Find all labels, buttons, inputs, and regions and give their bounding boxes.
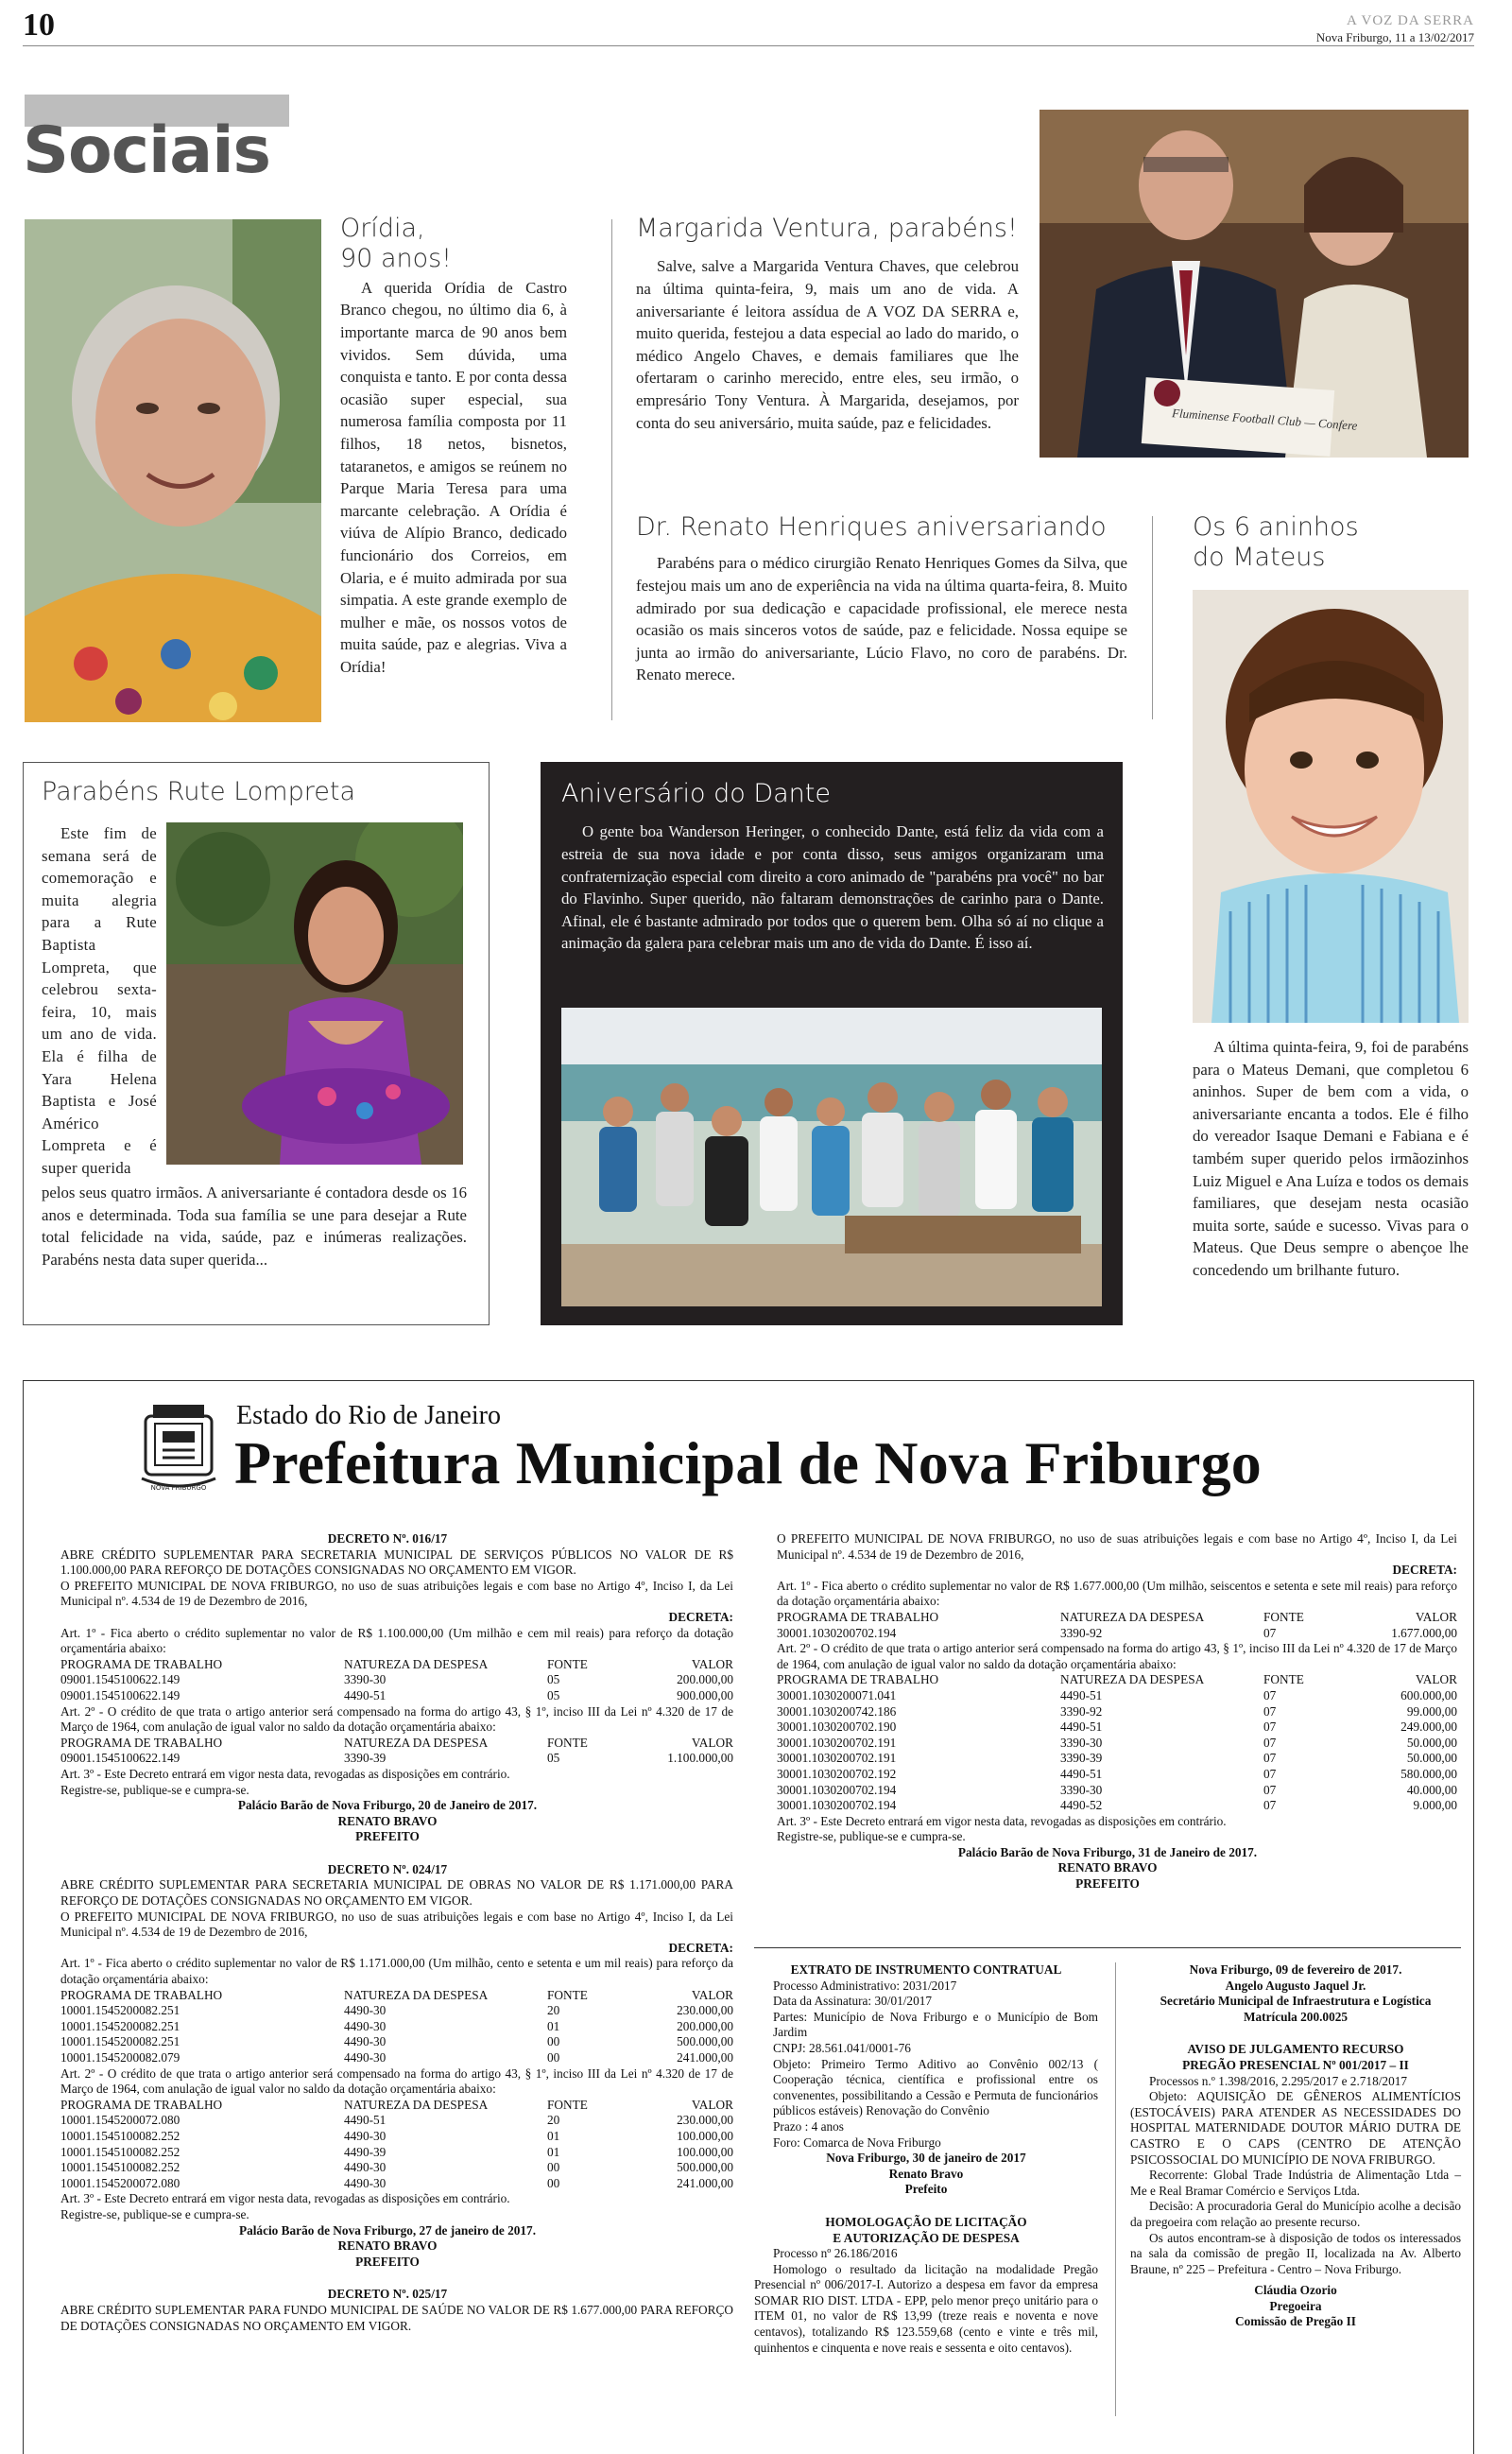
- column-rule-2: [1152, 516, 1153, 719]
- margarida-article: [636, 214, 1019, 434]
- table-row: 30001.1030200702.194 3390-30 07 40.000,00: [777, 1782, 1457, 1797]
- homolog-title-1: HOMOLOGAÇÃO DE LICITAÇÃO: [825, 2214, 1027, 2229]
- dec025-art2: Art. 2º - O crédito de que trata o artigo anterior será compensado na forma do artigo 43, § 1º, inciso III da Lei nº 4.320 de 17 de Março de 1964, com anulação de igual valor no saldo da dotação orçamentária abaixo:: [777, 1641, 1457, 1671]
- table-row: 30001.1030200702.191 3390-39 07 50.000,00: [777, 1751, 1457, 1766]
- table-row: 10001.1545200072.080 4490-30 00 241.000,00: [60, 2175, 733, 2190]
- crest-text: NOVA FRIBURGO: [150, 1484, 207, 1492]
- rute-text-side: Este fim de semana será de comemoração e muita alegria para a Rute Baptista Lompreta, que celebrou sexta-feira, 10, mais um ano de vida. Ela é filha de Yara Helena Baptista e José Américo Lompreta e é super querida: [42, 824, 157, 1177]
- table-row: 10001.1545200082.251 4490-30 20 230.000,00: [60, 2003, 733, 2018]
- dec016-title: DECRETO Nº. 016/17: [327, 1531, 448, 1546]
- oridia-portrait-icon: [25, 219, 321, 722]
- table-header: PROGRAMA DE TRABALHO NATUREZA DA DESPESA FONTE VALOR: [60, 1656, 733, 1671]
- group-photo-icon: [561, 1008, 1102, 1306]
- page-number: 10: [23, 8, 55, 43]
- dante-title: Aniversário do Dante: [561, 779, 831, 808]
- aviso-role2: Pregoeira: [1269, 2298, 1322, 2313]
- rute-photo: [166, 822, 463, 1165]
- table-row: 10001.1545200082.079 4490-30 00 241.000,00: [60, 2050, 733, 2065]
- dec024-ementa: ABRE CRÉDITO SUPLEMENTAR PARA SECRETARIA MUNICIPAL DE OBRAS NO VALOR DE R$ 1.171.000,00 PARA REFORÇO DE DOTAÇÕES CONSIGNADAS NO ORÇAMENTO EM VIGOR.: [60, 1877, 733, 1909]
- extrato-role: Prefeito: [904, 2182, 948, 2197]
- aviso-signer2: Cláudia Ozorio: [1254, 2283, 1337, 2298]
- margarida-photo: [1040, 110, 1469, 458]
- extrato-l6: Prazo : 4 anos: [773, 2118, 844, 2134]
- extrato-l3: Partes: Município de Nova Friburgo e o Município de Bom Jardim: [773, 2009, 1098, 2040]
- table-row: 09001.1545100622.149 3390-30 05 200.000,00: [60, 1672, 733, 1687]
- aviso-p3: Recorrente: Global Trade Indústria de Alimentação Ltda – Me e Real Bramar Comércio e Serviços Ltda.: [1130, 2168, 1461, 2198]
- aviso-date: Nova Friburgo, 09 de fevereiro de 2017.: [1189, 1962, 1402, 1977]
- certificate-text: Fluminense Football Club — Confere: [1171, 406, 1358, 433]
- table-header: PROGRAMA DE TRABALHO NATUREZA DA DESPESA FONTE VALOR: [777, 1672, 1457, 1687]
- dec025-palace: Palácio Barão de Nova Friburgo, 31 de Janeiro de 2017.: [957, 1844, 1258, 1859]
- extrato-l2: Data da Assinatura: 30/01/2017: [773, 1994, 933, 2009]
- extrato-signer: Renato Bravo: [888, 2166, 964, 2181]
- table-row: 30001.1030200702.192 4490-51 07 580.000,00: [777, 1766, 1457, 1781]
- woman-photo-icon: [166, 822, 463, 1165]
- dec025-title: DECRETO Nº. 025/17: [327, 2287, 448, 2302]
- table-header: PROGRAMA DE TRABALHO NATUREZA DA DESPESA FONTE VALOR: [777, 1609, 1457, 1624]
- aviso-p5: Os autos encontram-se à disposição de todos os interessados na sala da comissão de pregão II, localizada na Av. Alberto Braune, nº 225 – Prefeitura - Centro – Nova Friburgo.: [1130, 2230, 1461, 2276]
- table-row: 30001.1030200742.186 3390-92 07 99.000,00: [777, 1703, 1457, 1719]
- decrees-right: [758, 1531, 1457, 1892]
- aviso-mat: Matrícula 200.0025: [1243, 2009, 1349, 2024]
- couple-photo-icon: [1040, 110, 1469, 458]
- table-row: 10001.1545200082.251 4490-30 00 500.000,00: [60, 2034, 733, 2049]
- table-header: PROGRAMA DE TRABALHO NATUREZA DA DESPESA FONTE VALOR: [60, 1987, 733, 2002]
- aviso-role: Secretário Municipal de Infraestrutura e Logística: [1160, 1994, 1432, 2009]
- section-title: Sociais: [23, 113, 270, 188]
- dec025-art1: Art. 1º - Fica aberto o crédito suplementar no valor de R$ 1.677.000,00 (Um milhão, seiscentos e setenta e sete mil reais) para reforço da dotação orçamentária abaixo:: [777, 1578, 1457, 1609]
- dec016-ementa: ABRE CRÉDITO SUPLEMENTAR PARA SECRETARIA MUNICIPAL DE SERVIÇOS PÚBLICOS NO VALOR DE R$ 1.100.000,00 PARA REFORÇO DE DOTAÇÕES CONSIGNADAS NO ORÇAMENTO EM VIGOR.: [60, 1547, 733, 1578]
- rute-full: [42, 1182, 467, 1270]
- dec024-art3: Art. 3º - Este Decreto entrará em vigor nesta data, revogadas as disposições em contrário.: [60, 2191, 510, 2206]
- mateus-title-2: do Mateus: [1193, 543, 1326, 573]
- table-row: 09001.1545100622.149 4490-51 05 900.000,00: [60, 1687, 733, 1702]
- dec016-decreta: DECRETA:: [668, 1609, 733, 1624]
- dante-photo: [561, 1008, 1102, 1306]
- table-row: 30001.1030200071.041 4490-51 07 600.000,00: [777, 1687, 1457, 1702]
- margarida-title: Margarida Ventura, parabéns!: [636, 214, 1018, 243]
- decrees-left: [42, 1531, 733, 2334]
- table-row: 10001.1545100082.252 4490-30 00 500.000,00: [60, 2160, 733, 2175]
- dec024-palace: Palácio Barão de Nova Friburgo, 27 de janeiro de 2017.: [238, 2222, 537, 2238]
- extrato-l7: Foro: Comarca de Nova Friburgo: [773, 2134, 941, 2150]
- paper-name: A VOZ DA SERRA: [1347, 13, 1474, 28]
- divider-rule: [754, 1947, 1461, 1948]
- dante-text: O gente boa Wanderson Heringer, o conhecido Dante, está feliz da vida com a estreia de sua nova idade e por conta disso, seus amigos organizaram uma confraternização especial com direito a coro animado de "parabéns pra você" no bar do Flavinho. Super querido, não faltaram demonstrações de carinho para o Dante. Afinal, ele é bastante admirado por todos que o querem bem. Olha só aí no clique a animação da galera para celebrar mais um ano de vida do Dante. É isso aí.: [561, 822, 1104, 953]
- table-row: 30001.1030200702.190 4490-51 07 249.000,00: [777, 1720, 1457, 1735]
- extrato-column: [754, 1962, 1098, 2356]
- table-row: 09001.1545100622.149 3390-39 05 1.100.000,00: [60, 1751, 733, 1766]
- crest-icon: [140, 1403, 217, 1494]
- table-header: PROGRAMA DE TRABALHO NATUREZA DA DESPESA FONTE VALOR: [60, 2097, 733, 2112]
- dec024-reg: Registre-se, publique-se e cumpra-se.: [60, 2206, 249, 2221]
- rute-side: [42, 822, 157, 1180]
- dec016-art3: Art. 3º - Este Decreto entrará em vigor nesta data, revogadas as disposições em contrário.: [60, 1766, 510, 1781]
- homolog-title-2: E AUTORIZAÇÃO DE DESPESA: [833, 2230, 1020, 2245]
- dec024-art2: Art. 2º - O crédito de que trata o artigo anterior será compensado na forma do artigo 43, § 1º, inciso III da Lei nº 4.320 de 17 de Março de 1964, com anulação de igual valor no saldo da dotação orçamentária abaixo:: [60, 2065, 733, 2097]
- dec016-art2: Art. 2º - O crédito de que trata o artigo anterior será compensado na forma do artigo 43, § 1º, inciso III da Lei nº 4.320 de 17 de Março de 1964, com anulação de igual valor no saldo da dotação orçamentária abaixo:: [60, 1703, 733, 1735]
- aviso-signer: Angelo Augusto Jaquel Jr.: [1225, 1978, 1366, 1993]
- dec024-art1: Art. 1º - Fica aberto o crédito suplementar no valor de R$ 1.171.000,00 (Um milhão, cento e setenta e um mil reais) para reforço da dotação orçamentária abaixo:: [60, 1956, 733, 1987]
- prefeitura-state: Estado do Rio de Janeiro: [236, 1401, 501, 1430]
- aviso-role3: Comissão de Pregão II: [1235, 2314, 1356, 2329]
- dec024-signer: RENATO BRAVO: [337, 2238, 438, 2254]
- header-rule: [23, 45, 1474, 46]
- dec025-decreta: DECRETA:: [1392, 1563, 1457, 1578]
- dec016-art1: Art. 1º - Fica aberto o crédito suplementar no valor de R$ 1.100.000,00 (Um milhão e cem mil reais) para reforço da dotação orçamentária abaixo:: [60, 1625, 733, 1656]
- dec016-role: PREFEITO: [355, 1829, 420, 1844]
- oridia-text: A querida Orídia de Castro Branco chegou, no último dia 6, à importante marca de 90 anos bem vividos. Sem dúvida, uma conquista e tanto. E por conta dessa ocasião super especial, sua numerosa família composta por 11 filhos, 18 netos, bisnetos, tataranetos, e amigos se reúnem no Parque Maria Teresa para uma marcante celebração. A Orídia é viúva de Alípio Branco, dedicado funcionário dos Correios, em Olaria, e é muito admirada por sua simpatia. A este grande exemplo de mulher e mãe, os nossos votos de muita saúde, paz e alegrias. Viva a Orídia!: [340, 278, 567, 676]
- mateus-text: A última quinta-feira, 9, foi de parabéns para o Mateus Demani, que completou 6 aninhos. Super de bem com a vida, o aniversariante encanta a todos. Ele é filho do vereador Isaque Demani e Fabiana e é também super querido pelos irmãozinhos Luiz Miguel e Ana Luíza e todos os demais familiares, que desejam nesta ocasião muita sorte, saúde e sucesso. Vivas para o Mateus. Que Deus sempre o abençoe lhe concedendo um brilhante futuro.: [1193, 1038, 1469, 1279]
- aviso-p2: Objeto: AQUISIÇÃO DE GÊNEROS ALIMENTÍCIOS (ESTOCÁVEIS) PARA ATENDER AS NECESSIDADES DO HOSPITAL MATERNIDADE DOUTOR MÁRIO DUTRA DE CASTRO E O CAPS (CENTRO DE ATENÇÃO PSICOSSOCIAL DO MUNICÍPIO DE NOVA FRIBURGO.: [1130, 2089, 1461, 2167]
- oridia-title-2: 90 anos!: [340, 244, 453, 274]
- homolog-text: Homologo o resultado da licitação na modalidade Pregão Presencial nº 006/2017-I. Autorizo a despesa em favor da empresa SOMAR RIO DIST. LTDA - EPP, pelo menor preço unitário para o ITEM 01, no valor de R$ 13,99 (treze reais e noventa e nove centavos), totalizando R$ 123.559,68 (cento e vinte e três mil, quinhentos e cinquenta e nove reais e sessenta e oito centavos).: [754, 2261, 1098, 2355]
- aviso-p4: Decisão: A procuradoria Geral do Município acolhe a decisão da pregoeira com relação ao presente recurso.: [1130, 2199, 1461, 2229]
- oridia-article: [340, 214, 567, 678]
- date-line: Nova Friburgo, 11 a 13/02/2017: [1315, 30, 1474, 44]
- dec024-decreta: DECRETA:: [668, 1940, 733, 1955]
- aviso-column: [1130, 1962, 1461, 2330]
- oridia-title-1: Orídia,: [340, 214, 425, 243]
- mateus-title-1: Os 6 aninhos: [1193, 512, 1359, 542]
- rute-text-full: pelos seus quatro irmãos. A aniversariante é contadora desde os 16 anos e determinada. Toda sua família se une para desejar a Rute total felicidade na vida, saúde, paz e inúmeras realizações. Parabéns nesta data super querida...: [42, 1184, 467, 1269]
- dec025-art3: Art. 3º - Este Decreto entrará em vigor nesta data, revogadas as disposições em contrário.: [777, 1813, 1227, 1828]
- rute-article: [42, 777, 476, 819]
- aviso-title-1: AVISO DE JULGAMENTO RECURSO: [1187, 2042, 1404, 2057]
- extrato-l4: CNPJ: 28.561.041/0001-76: [773, 2040, 911, 2055]
- table-row: 30001.1030200702.194 3390-92 07 1.677.000,00: [777, 1625, 1457, 1640]
- dec016-signer: RENATO BRAVO: [337, 1813, 438, 1828]
- aviso-title-2: PREGÃO PRESENCIAL Nº 001/2017 – II: [1182, 2057, 1409, 2072]
- column-rule-3: [1115, 1962, 1116, 2416]
- dec025-signer: RENATO BRAVO: [1057, 1860, 1158, 1875]
- homolog-l1: Processo nº 26.186/2016: [773, 2246, 898, 2261]
- aviso-p1: Processos n.º 1.398/2016, 2.295/2017 e 2.718/2017: [1149, 2073, 1408, 2088]
- dec016-palace: Palácio Barão de Nova Friburgo, 20 de Janeiro de 2017.: [237, 1798, 538, 1813]
- table-row: 10001.1545100082.252 4490-39 01 100.000,00: [60, 2144, 733, 2159]
- table-header: PROGRAMA DE TRABALHO NATUREZA DA DESPESA FONTE VALOR: [60, 1735, 733, 1750]
- table-row: 10001.1545100082.252 4490-30 01 100.000,00: [60, 2128, 733, 2143]
- dec025-ementa: ABRE CRÉDITO SUPLEMENTAR PARA FUNDO MUNICIPAL DE SAÚDE NO VALOR DE R$ 1.677.000,00 PARA REFORÇO DE DOTAÇÕES CONSIGNADAS NO ORÇAMENTO EM VIGOR.: [60, 2302, 733, 2333]
- renato-article: [636, 512, 1127, 686]
- dec025-reg: Registre-se, publique-se e cumpra-se.: [777, 1829, 966, 1844]
- table-row: 10001.1545200082.251 4490-30 01 200.000,00: [60, 2018, 733, 2033]
- mateus-header: [1193, 512, 1476, 574]
- rute-title: Parabéns Rute Lompreta: [42, 777, 355, 806]
- dec024-pre: O PREFEITO MUNICIPAL DE NOVA FRIBURGO, no uso de suas atribuições legais e com base no Artigo 4º, Inciso I, da Lei Municipal nº. 4.534 de 19 de Dezembro de 2016,: [60, 1909, 733, 1940]
- dante-article: [561, 779, 1104, 955]
- dec024-role: PREFEITO: [355, 2254, 420, 2269]
- dec016-reg: Registre-se, publique-se e cumpra-se.: [60, 1782, 249, 1797]
- oridia-photo: [25, 219, 321, 722]
- mateus-article: [1193, 1036, 1469, 1282]
- renato-title: Dr. Renato Henriques aniversariando: [636, 512, 1107, 542]
- table-row: 30001.1030200702.191 3390-30 07 50.000,00: [777, 1735, 1457, 1750]
- dec024-title: DECRETO Nº. 024/17: [327, 1861, 448, 1876]
- table-row: 30001.1030200702.194 4490-52 07 9.000,00: [777, 1798, 1457, 1813]
- extrato-l1: Processo Administrativo: 2031/2017: [773, 1978, 957, 1993]
- boy-photo-icon: [1193, 590, 1469, 1023]
- extrato-title: EXTRATO DE INSTRUMENTO CONTRATUAL: [790, 1962, 1062, 1977]
- renato-text: Parabéns para o médico cirurgião Renato Henriques Gomes da Silva, que festejou mais um ano de experiência na vida na última quarta-feira, 8. Muito admirado por sua dedicação e capacidade profissional, ele merece nesta ocasião os mais sinceros votos de saúde, paz e felicidade. Nossa equipe se junta ao irmão do aniversariante, Lúcio Flavo, no coro de parabéns. Dr. Renato merece.: [636, 554, 1127, 684]
- table-row: 10001.1545200072.080 4490-51 20 230.000,00: [60, 2113, 733, 2128]
- dec025-pre: O PREFEITO MUNICIPAL DE NOVA FRIBURGO, no uso de suas atribuições legais e com base no Artigo 4º, Inciso I, da Lei Municipal nº. 4.534 de 19 de Dezembro de 2016,: [777, 1531, 1457, 1562]
- extrato-date: Nova Friburgo, 30 de janeiro de 2017: [826, 2151, 1026, 2166]
- dec025-role: PREFEITO: [1075, 1876, 1140, 1892]
- column-rule: [611, 219, 612, 720]
- extrato-l5: Objeto: Primeiro Termo Aditivo ao Convênio 002/13 ( Cooperação técnica, científica e profissional entre os convenentes, possibilitando a Cessão e Permuta de funcionários públicos estáveis) Renovação do Convênio: [773, 2056, 1098, 2118]
- margarida-text: Salve, salve a Margarida Ventura Chaves, que celebrou na última quinta-feira, 9, mais um ano de vida. A aniversariante é leitora assídua de A VOZ DA SERRA e, muito querida, festejou a data especial ao lado do marido, o médico Angelo Chaves, e demais familiares que lhe ofertaram o carinho merecido, entre eles, seu irmão, o empresário Tony Ventura. À Margarida, desejamos, por conta do seu aniversário, muita saúde, paz e felicidades.: [636, 257, 1019, 432]
- dec016-pre: O PREFEITO MUNICIPAL DE NOVA FRIBURGO, no uso de suas atribuições legais e com base no Artigo 4º, Inciso I, da Lei Municipal nº. 4.534 de 19 de Dezembro de 2016,: [60, 1578, 733, 1609]
- mateus-photo: [1193, 590, 1469, 1023]
- prefeitura-name: Prefeitura Municipal de Nova Friburgo: [234, 1429, 1262, 1496]
